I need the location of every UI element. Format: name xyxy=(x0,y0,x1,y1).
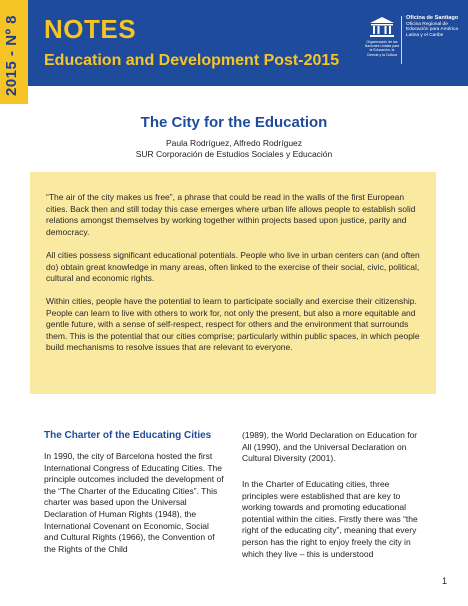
office-head: Oficina de Santiago xyxy=(406,15,459,21)
article-authors: Paula Rodríguez, Alfredo Rodríguez xyxy=(165,138,303,148)
unesco-office-name xyxy=(406,16,468,38)
office-text: Oficina Regional de Educación para América Latina y el Caribe xyxy=(406,21,458,38)
body-right-paragraph: In the Charter of Educating cities, three principles were established that are key to working towards and promoting educational potential within the cities. Firstly there was “the right of the educating city”, meaning that every person has the right to enjoy freely the city in which they live – this is understood xyxy=(242,479,418,559)
abstract-paragraph: All cities possess significant educational potentials. People who live in urban centers can (and often do) obtain great knowledge in many areas, often linked to the exercise of their social, civic, political, cultural and economic rights. xyxy=(46,250,420,284)
series-subtitle: Education and Development Post-2015 xyxy=(44,52,340,69)
unesco-org-name: Organización de las Naciones Unidas para la Educación, la Ciencia y la Cultura xyxy=(364,40,400,57)
body-left-column: In 1990, the city of Barcelona hosted the first International Congress of Educating Cities. The principle outcomes included the development of the “The Charter of the Educating Cities”. This charter was based upon the Universal Declaration of Human Rights (1948), the International Covenant on Economic, Social and Cultural Rights (1966), the Convention of the Rights of the Child xyxy=(44,451,224,554)
abstract-paragraph: Within cities, people have the potential to learn to participate socially and exercise their citizenship. People can learn to live with others to work for, not only the present, but also a more equitable and gentle future, with a sense of self-respect, respect for others and the environment that surrounds them. This is the potential that our cities comprise; particularly within public spaces, in which people build mechanisms to resolve issues that are relevant to everyone. xyxy=(46,296,420,353)
abstract-paragraph: “The air of the city makes us free”, a phrase that could be read in the walls of the first European cities. Back then and still today this case emerges where urban life allows people to establish solid relations amongst themselves by working together within projects based upon justice, parity and democracy. xyxy=(46,192,416,237)
body-right-paragraph: (1989), the World Declaration on Education for All (1990), and the Universal Declaration on Cultural Diversity (2001). xyxy=(242,430,418,464)
series-title: NOTES xyxy=(44,14,137,44)
section-heading: The Charter of the Educating Cities xyxy=(44,430,212,441)
issue-label: 2015 - Nº 8 xyxy=(3,14,20,96)
page-number: 1 xyxy=(442,576,448,586)
article-title: The City for the Education xyxy=(140,114,328,131)
unesco-temple-icon xyxy=(368,16,396,38)
unesco-logo xyxy=(364,10,464,74)
abstract-box xyxy=(30,172,436,394)
header-banner xyxy=(28,0,468,86)
issue-side-tab xyxy=(0,0,28,104)
logo-divider xyxy=(401,16,402,64)
article-affiliation: SUR Corporación de Estudios Sociales y Educación xyxy=(135,149,333,159)
